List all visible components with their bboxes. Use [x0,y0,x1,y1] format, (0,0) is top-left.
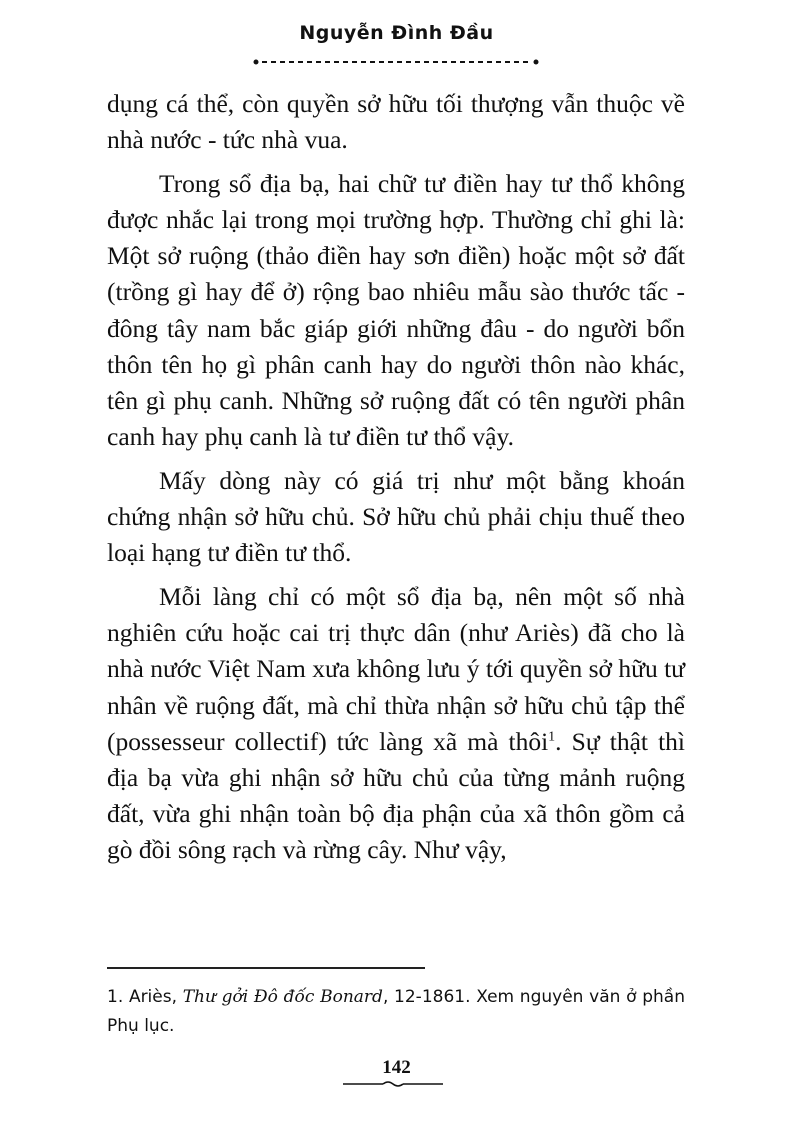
paragraph: Mấy dòng này có giá trị như một bằng khoán chứng nhận sở hữu chủ. Sở hữu chủ phải chịu thuế theo loại hạng tư điền tư thổ. [107,465,685,568]
page-number-ornament [343,1080,443,1090]
body-text [107,86,685,868]
header-dashed-rule [253,58,539,66]
footnote-work-title: Thư gởi Đô đốc Bonard [182,987,383,1007]
header-author-name: Nguyễn Đình Đầu [299,22,494,44]
paragraph: dụng cá thể, còn quyền sở hữu tối thượng vẫn thuộc về nhà nước - tức nhà vua. [107,89,685,155]
footnote-text: , 12-1861. Xem nguyên văn ở phần Phụ lục. [107,987,685,1036]
paragraph-text: . Sự thật thì địa bạ vừa ghi nhận sở hữu chủ của từng mảnh ruộng đất, vừa ghi nhận toàn bộ địa phận của xã thôn gồm cả gò đồi sông rạch và rừng cây. Như vậy, [107,726,685,864]
paragraph: Trong sổ địa bạ, hai chữ tư điền hay tư thổ không được nhắc lại trong mọi trường hợp. Thường chỉ ghi là: Một sở ruộng (thảo điền hay sơn điền) hoặc một sở đất (trồng gì hay để ở) rộng bao nhiêu mẫu sào thước tấc - đông tây nam bắc giáp giới những đâu - do người bổn thôn tên họ gì phân canh hay do người thôn nào khác, tên gì phụ canh. Những sở ruộng đất có tên người phân canh hay phụ canh là tư điền tư thổ vậy. [107,169,685,451]
footnote-number: 1. [107,987,129,1007]
running-header [0,22,793,44]
paragraph-text: Mỗi làng chỉ có một sổ địa bạ, nên một số nhà nghiên cứu hoặc cai trị thực dân (như Ariès) đã cho là nhà nước Việt Nam xưa không lưu ý tới quyền sở hữu tư nhân về ruộng đất, mà chỉ thừa nhận sở hữu chủ tập thể (possesseur collectif) tức làng xã mà thôi [107,582,685,756]
footnote [107,983,685,1041]
paragraph [107,579,685,868]
footnote-author: Ariès, [128,987,183,1007]
page-number: 142 [382,1057,411,1078]
footnote-reference: 1 [548,729,556,745]
footnote-divider [107,967,425,969]
